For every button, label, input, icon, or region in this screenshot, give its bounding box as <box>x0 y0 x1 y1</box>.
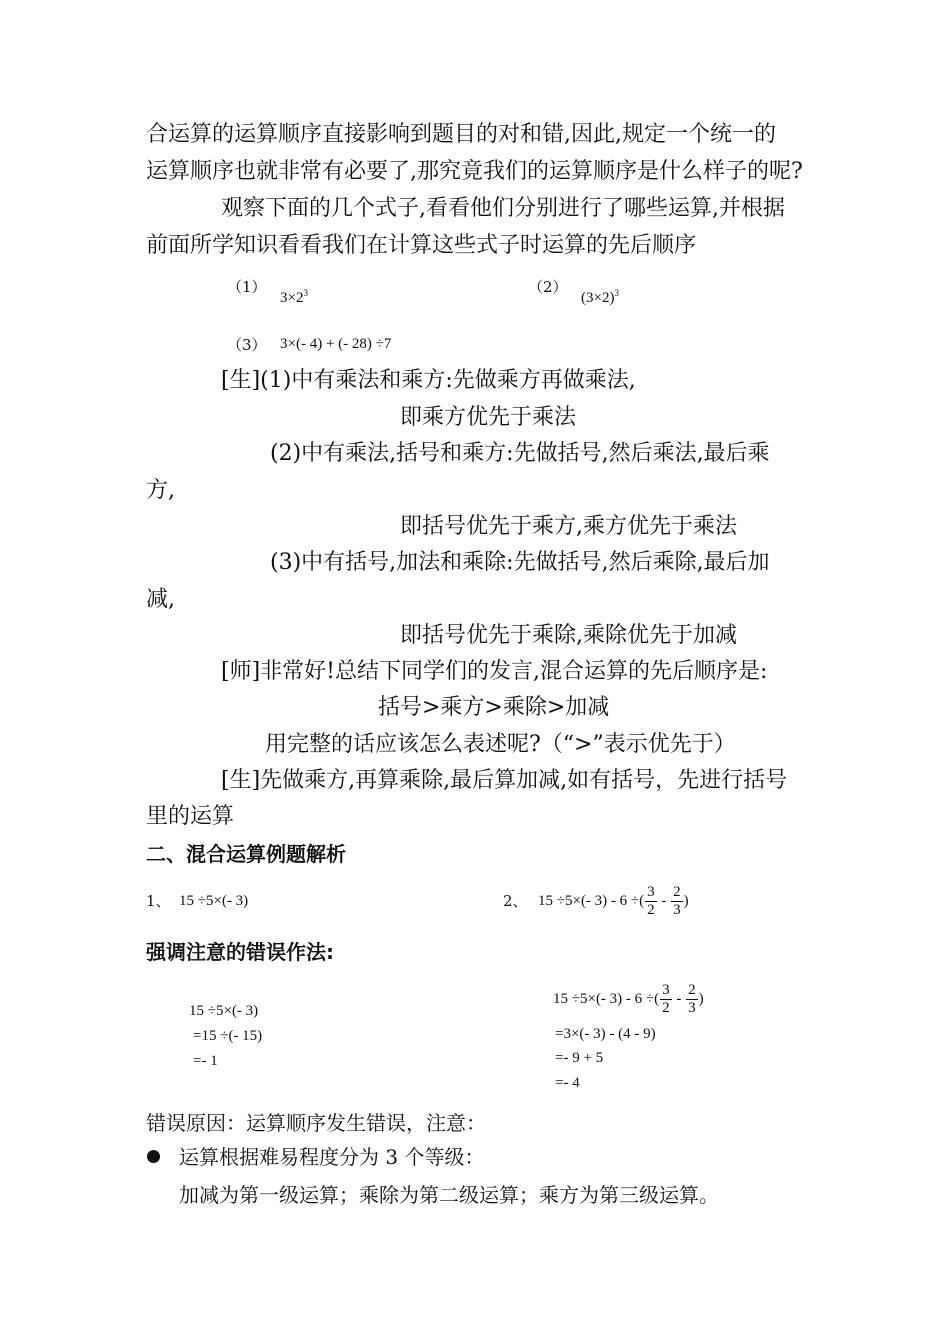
wrong-right-step-1: 15 ÷5×(- 3) - 6 ÷( $\frac{3}{2}$ - $\frac{2}{3}$ ) <box>553 982 704 1017</box>
teacher-question: 用完整的话应该怎么表述呢?（“>”表示优先于） <box>265 732 736 757</box>
expr-3: 3×(- 4) + (- 28) ÷7 <box>280 336 392 352</box>
errors-heading: 强调注意的错误作法: <box>146 940 334 964</box>
intro-line-4: 前面所学知识看看我们在计算这些式子时运算的先后顺序 <box>146 233 697 258</box>
section-2-heading: 二、混合运算例题解析 <box>146 842 346 866</box>
example-2-expr: 15 ÷5×(- 3) - 6 ÷( $\frac{3}{2}$ - $\frac{2}{3}$ ) <box>538 884 689 919</box>
student-answer-1: [生](1)中有乘法和乘方:先做乘方再做乘法, <box>221 368 636 393</box>
example-1-expr: 15 ÷5×(- 3) <box>179 893 249 909</box>
expr-2-label: （2） <box>528 278 568 296</box>
student-answer-3: (3)中有括号,加法和乘除:先做括号,然后乘除,最后加 <box>270 550 770 575</box>
fraction-2-3: $\frac{2}{3}$ <box>688 982 696 1017</box>
wrong-left-step-3: =- 1 <box>193 1053 218 1069</box>
expr-1: $3\times 2^3$ <box>280 288 308 306</box>
wrong-right-step-3: =- 9 + 5 <box>555 1050 604 1066</box>
student-answer-4-cont: 里的运算 <box>146 804 235 829</box>
wrong-left-step-1: 15 ÷5×(- 3) <box>189 1003 259 1019</box>
fraction-3-2: $\frac{3}{2}$ <box>662 982 670 1017</box>
bullet-levels-intro: 运算根据难易程度分为 3 个等级： <box>179 1145 485 1169</box>
student-answer-3-summary: 即括号优先于乘除,乘除优先于加减 <box>400 623 737 648</box>
fraction-2-3: $\frac{2}{3}$ <box>673 884 681 919</box>
error-reason: 错误原因：运算顺序发生错误，注意： <box>146 1111 486 1135</box>
priority-order: 括号>乘方>乘除>加减 <box>378 695 610 720</box>
student-answer-2-cont: 方, <box>146 478 175 503</box>
expr-3-label: （3） <box>227 336 267 354</box>
intro-line-2: 运算顺序也就非常有必要了,那究竟我们的运算顺序是什么样子的呢? <box>146 159 803 184</box>
teacher-summary: [师]非常好!总结下同学们的发言,混合运算的先后顺序是: <box>221 659 768 684</box>
example-2-label: 2、 <box>503 892 528 910</box>
bullet-icon <box>147 1150 160 1163</box>
example-1-label: 1、 <box>146 892 171 910</box>
wrong-left-step-2: =15 ÷(- 15) <box>193 1028 263 1044</box>
fraction-3-2: $\frac{3}{2}$ <box>647 884 655 919</box>
operation-levels: 加减为第一级运算；乘除为第二级运算；乘方为第三级运算。 <box>179 1183 719 1207</box>
wrong-right-step-2: =3×(- 3) - (4 - 9) <box>555 1026 656 1042</box>
expr-2: $(3\times 2)^3$ <box>581 288 619 306</box>
intro-line-3: 观察下面的几个式子,看看他们分别进行了哪些运算,并根据 <box>221 196 785 221</box>
wrong-right-step-4: =- 4 <box>555 1075 580 1091</box>
expr-1-label: （1） <box>227 278 267 296</box>
student-answer-2: (2)中有乘法,括号和乘方:先做括号,然后乘法,最后乘 <box>270 441 770 466</box>
student-answer-1-summary: 即乘方优先于乘法 <box>400 405 577 430</box>
intro-line-1: 合运算的运算顺序直接影响到题目的对和错,因此,规定一个统一的 <box>146 122 776 147</box>
student-answer-3-cont: 减, <box>146 587 175 612</box>
student-answer-2-summary: 即括号优先于乘方,乘方优先于乘法 <box>400 514 737 539</box>
student-answer-4: [生]先做乘方,再算乘除,最后算加减,如有括号，先进行括号 <box>221 768 788 793</box>
